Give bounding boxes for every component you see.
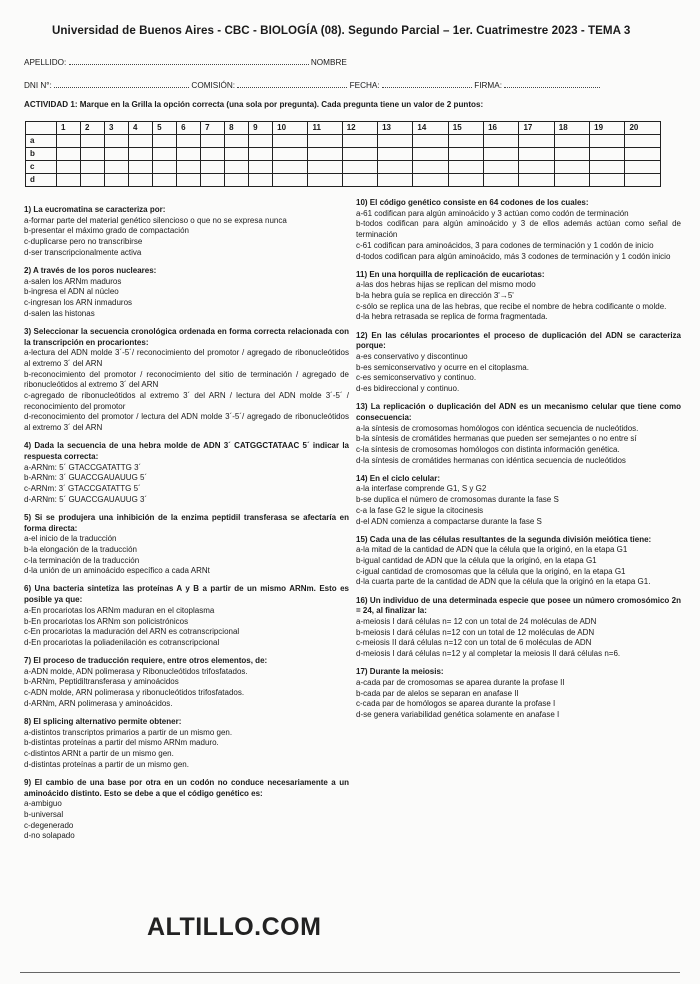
answer-option: a-formar parte del material genético silencioso o que no se expresa nunca	[24, 215, 287, 225]
grid-answer-cell[interactable]	[273, 135, 308, 148]
answer-option: b-la elongación de la traducción	[24, 544, 137, 554]
grid-answer-cell[interactable]	[590, 161, 625, 174]
question-block	[24, 778, 349, 842]
answer-option: c-ARNm: 3´ GTACCGATATTG 5´	[24, 484, 141, 494]
question-block	[356, 474, 681, 528]
activity-instruction: ACTIVIDAD 1: Marque en la Grilla la opción correcta (una sola por pregunta). Cada pregunta tiene un valor de 2 puntos:	[24, 100, 484, 109]
answer-option: d-reconocimiento del promotor / lectura del ADN molde 3´-5´/ agregado de ribonucleótidos al extremo 3´ del ARN	[24, 412, 349, 433]
grid-row-label: d	[26, 174, 57, 187]
grid-answer-cell[interactable]	[413, 135, 448, 148]
question-block	[24, 656, 349, 710]
answer-option: c-meiosis II dará células n=12 con un total de 6 moléculas de ADN	[356, 638, 592, 648]
answer-option: d-la cuarta parte de la cantidad de ADN que la célula que la originó en la etapa G1.	[356, 577, 651, 587]
question-title: 9) El cambio de una base por otra en un codón no conduce necesariamente a un aminoácido distinto. Esto se debe a que el código genético es:	[24, 777, 349, 798]
grid-answer-cell[interactable]	[225, 148, 249, 161]
grid-answer-cell[interactable]	[590, 174, 625, 187]
question-block	[356, 270, 681, 324]
question-block	[356, 535, 681, 589]
answer-option: d-distintas proteínas a partir de un mismo gen.	[24, 759, 189, 769]
question-block	[24, 205, 349, 259]
answer-option: b-la síntesis de cromátides hermanas que pueden ser semejantes o no entre sí	[356, 434, 637, 444]
question-block	[24, 441, 349, 505]
grid-answer-cell[interactable]	[57, 135, 81, 148]
answer-option: b-se duplica el número de cromosomas durante la fase S	[356, 495, 559, 505]
grid-answer-cell[interactable]	[554, 135, 589, 148]
answer-option: c-ingresan los ARN inmaduros	[24, 298, 133, 308]
grid-answer-cell[interactable]	[519, 148, 554, 161]
grid-answer-cell[interactable]	[153, 161, 177, 174]
grid-answer-cell[interactable]	[57, 148, 81, 161]
grid-answer-cell[interactable]	[81, 161, 105, 174]
answer-option: d-la unión de un aminoácido específico a cada ARNt	[24, 566, 210, 576]
answer-option: d-ARNm: 5´ GUACCGAUAUUG 3´	[24, 494, 148, 504]
answer-option: a-distintos transcriptos primarios a partir de un mismo gen.	[24, 727, 233, 737]
question-title: 14) En el ciclo celular:	[356, 473, 441, 483]
dni-line	[24, 79, 600, 90]
dni-label: DNI N°:	[24, 81, 52, 90]
grid-column-header: 7	[201, 122, 225, 135]
grid-row	[26, 135, 661, 148]
comision-label: COMISIÓN:	[191, 81, 236, 90]
grid-answer-cell[interactable]	[273, 174, 308, 187]
answer-option: a-lectura del ADN molde 3´-5´/ reconocimiento del promotor / agregado de ribonucleótidos al extremo 3´ del ARN	[24, 348, 349, 368]
answer-option: b-cada par de alelos se separan en anafase II	[356, 688, 519, 698]
answer-option: a-En procariotas los ARNm maduran en el citoplasma	[24, 605, 215, 615]
question-title: 15) Cada una de las células resultantes de la segunda división meiótica tiene:	[356, 534, 652, 544]
answer-option: b-reconocimiento del promotor / reconocimiento del sitio de terminación / agregado de ribonucleótidos al extremo 3´ del ARN	[24, 369, 349, 390]
grid-answer-cell[interactable]	[625, 174, 661, 187]
grid-column-header: 4	[129, 122, 153, 135]
answer-option: a-ambiguo	[24, 799, 62, 809]
grid-answer-cell[interactable]	[308, 148, 342, 161]
left-question-column	[24, 205, 349, 849]
answer-option: a-la síntesis de cromosomas homólogos con idéntica secuencia de nucleótidos.	[356, 423, 639, 433]
grid-row	[26, 161, 661, 174]
answer-option: d-no solapado	[24, 831, 75, 841]
firma-field[interactable]	[504, 79, 600, 88]
grid-row-label: a	[26, 135, 57, 148]
question-block	[24, 584, 349, 648]
grid-answer-cell[interactable]	[129, 161, 153, 174]
grid-answer-cell[interactable]	[249, 174, 273, 187]
grid-answer-cell[interactable]	[177, 148, 201, 161]
grid-answer-cell[interactable]	[177, 174, 201, 187]
grid-answer-cell[interactable]	[129, 135, 153, 148]
grid-answer-cell[interactable]	[625, 148, 661, 161]
grid-answer-cell[interactable]	[554, 174, 589, 187]
answer-option: d-todos codifican para algún aminoácido, más 3 codones de terminación y 1 codón inicio	[356, 251, 671, 261]
grid-column-header: 12	[342, 122, 377, 135]
grid-answer-cell[interactable]	[177, 135, 201, 148]
grid-answer-cell[interactable]	[105, 135, 129, 148]
grid-corner-cell	[26, 122, 57, 135]
grid-answer-cell[interactable]	[273, 148, 308, 161]
answer-option: c-duplicarse pero no transcribirse	[24, 237, 143, 247]
grid-answer-cell[interactable]	[554, 148, 589, 161]
grid-answer-cell[interactable]	[81, 135, 105, 148]
grid-answer-cell[interactable]	[519, 174, 554, 187]
grid-column-header: 10	[273, 122, 308, 135]
question-title: 4) Dada la secuencia de una hebra molde de ADN 3´ CATGGCTATAAC 5´ indicar la respuesta correcta:	[24, 441, 349, 461]
answer-option: a-cada par de cromosomas se aparea durante la profase II	[356, 677, 565, 687]
question-block	[356, 198, 681, 262]
grid-answer-cell[interactable]	[413, 161, 448, 174]
answer-option: a-las dos hebras hijas se replican del mismo modo	[356, 280, 536, 290]
answer-option: b-En procariotas los ARNm son policistrónicos	[24, 616, 189, 626]
grid-answer-cell[interactable]	[484, 148, 519, 161]
grid-answer-cell[interactable]	[201, 174, 225, 187]
grid-header-row	[26, 122, 661, 135]
question-block	[24, 513, 349, 577]
grid-answer-cell[interactable]	[201, 135, 225, 148]
answer-option: d-se genera variabilidad genética solamente en anafase I	[356, 709, 560, 719]
grid-answer-cell[interactable]	[554, 161, 589, 174]
answer-option: c-igual cantidad de cromosomas que la célula que la originó, en la etapa G1	[356, 566, 626, 576]
answer-option: c-ADN molde, ARN polimerasa y ribonucleótidos trifosfatados.	[24, 688, 245, 698]
grid-column-header: 17	[519, 122, 554, 135]
answer-option: c-distintos ARNt a partir de un mismo gen.	[24, 749, 174, 759]
grid-answer-cell[interactable]	[519, 161, 554, 174]
answer-option: a-salen los ARNm maduros	[24, 276, 122, 286]
question-title: 8) El splicing alternativo permite obtener:	[24, 716, 182, 726]
question-title: 12) En las células procariontes el proceso de duplicación del ADN se caracteriza porque:	[356, 330, 681, 351]
grid-answer-cell[interactable]	[105, 174, 129, 187]
grid-answer-cell[interactable]	[378, 135, 413, 148]
grid-column-header: 11	[308, 122, 342, 135]
grid-row	[26, 148, 661, 161]
grid-answer-cell[interactable]	[129, 174, 153, 187]
answer-option: b-meiosis I dará células n=12 con un total de 12 moléculas de ADN	[356, 627, 595, 637]
grid-answer-cell[interactable]	[448, 135, 483, 148]
grid-column-header: 9	[249, 122, 273, 135]
grid-answer-cell[interactable]	[225, 161, 249, 174]
grid-answer-cell[interactable]	[153, 135, 177, 148]
grid-answer-cell[interactable]	[484, 174, 519, 187]
answer-option: c-En procariotas la maduración del ARN es cotranscripcional	[24, 627, 240, 637]
grid-answer-cell[interactable]	[342, 148, 377, 161]
grid-answer-cell[interactable]	[448, 161, 483, 174]
question-block	[356, 331, 681, 395]
answer-option: c-la terminación de la traducción	[24, 555, 140, 565]
answer-option: b-distintas proteínas a partir del mismo ARNm maduro.	[24, 738, 219, 748]
grid-column-header: 8	[225, 122, 249, 135]
grid-answer-cell[interactable]	[249, 161, 273, 174]
question-title: 6) Una bacteria sintetiza las proteínas A y B a partir de un mismo ARNm. Esto es posible ya que:	[24, 584, 349, 605]
answer-option: a-ARNm: 5´ GTACCGATATTG 3´	[24, 462, 142, 472]
grid-answer-cell[interactable]	[590, 135, 625, 148]
right-question-column	[356, 198, 681, 728]
question-title: 11) En una horquilla de replicación de eucariotas:	[356, 269, 545, 279]
answer-option: d-salen las histonas	[24, 308, 95, 318]
answer-option: d-es bidireccional y continuo.	[356, 384, 460, 394]
grid-answer-cell[interactable]	[308, 161, 342, 174]
grid-column-header: 6	[177, 122, 201, 135]
fecha-label: FECHA:	[349, 81, 380, 90]
grid-column-header: 1	[57, 122, 81, 135]
answer-option: b-presentar el máximo grado de compactación	[24, 226, 189, 236]
apellido-label: APELLIDO:	[24, 58, 67, 67]
answer-option: d-ser transcripcionalmente activa	[24, 247, 142, 257]
question-block	[24, 717, 349, 771]
answer-option: c-es semiconservativo y continuo.	[356, 373, 477, 383]
grid-answer-cell[interactable]	[519, 135, 554, 148]
answer-option: a-el inicio de la traducción	[24, 534, 117, 544]
question-block	[24, 327, 349, 434]
nombre-label: NOMBRE	[310, 58, 347, 67]
answer-option: b-igual cantidad de ADN que la célula que la originó, en la etapa G1	[356, 556, 597, 566]
question-title: 10) El código genético consiste en 64 codones de los cuales:	[356, 198, 589, 207]
grid-column-header: 2	[81, 122, 105, 135]
grid-column-header: 5	[153, 122, 177, 135]
firma-label: FIRMA:	[474, 81, 502, 90]
question-block	[356, 402, 681, 466]
answer-option: d-el ADN comienza a compactarse durante la fase S	[356, 516, 542, 526]
question-title: 5) Si se produjera una inhibición de la enzima peptidil transferasa se afectaría en forma directa:	[24, 512, 349, 533]
grid-answer-cell[interactable]	[448, 174, 483, 187]
grid-answer-cell[interactable]	[225, 135, 249, 148]
answer-option: a-la interfase comprende G1, S y G2	[356, 484, 487, 494]
grid-row-label: c	[26, 161, 57, 174]
answer-option: a-la mitad de la cantidad de ADN que la célula que la originó, en la etapa G1	[356, 545, 628, 555]
grid-answer-cell[interactable]	[378, 148, 413, 161]
grid-column-header: 19	[590, 122, 625, 135]
question-title: 7) El proceso de traducción requiere, entre otros elementos, de:	[24, 656, 268, 666]
grid-answer-cell[interactable]	[201, 148, 225, 161]
apellido-field[interactable]	[69, 56, 309, 65]
apellido-nombre-line	[24, 56, 347, 67]
grid-answer-cell[interactable]	[153, 148, 177, 161]
grid-answer-cell[interactable]	[81, 148, 105, 161]
answer-option: c-a la fase G2 le sigue la citocinesis	[356, 505, 484, 515]
question-block	[356, 667, 681, 721]
grid-answer-cell[interactable]	[105, 161, 129, 174]
answer-option: c-la síntesis de cromosomas homólogos con distinta información genética.	[356, 444, 620, 454]
answer-option: d-la hebra retrasada se replica de forma fragmentada.	[356, 312, 548, 322]
answer-grid	[25, 121, 661, 187]
grid-answer-cell[interactable]	[273, 161, 308, 174]
grid-answer-cell[interactable]	[342, 135, 377, 148]
grid-answer-cell[interactable]	[57, 161, 81, 174]
grid-column-header: 16	[484, 122, 519, 135]
answer-option: c-sólo se replica una de las hebras, que recibe el nombre de hebra codificante o molde.	[356, 301, 667, 311]
answer-option: c-cada par de homólogos se aparea durante la profase I	[356, 699, 556, 709]
grid-answer-cell[interactable]	[129, 148, 153, 161]
answer-option: a-es conservativo y discontinuo	[356, 351, 468, 361]
answer-option: a-ADN molde, ADN polimerasa y Ribonucleótidos trifosfatados.	[24, 666, 248, 676]
grid-answer-cell[interactable]	[484, 135, 519, 148]
question-title: 2) A través de los poros nucleares:	[24, 265, 157, 275]
answer-option: c-degenerado	[24, 820, 74, 830]
answer-option: c-agregado de ribonucleótidos al extremo 3´ del ARN / lectura del ADN molde 3´-5´ / reconocimiento del promotor	[24, 391, 349, 411]
grid-answer-cell[interactable]	[308, 174, 342, 187]
question-title: 17) Durante la meiosis:	[356, 667, 444, 677]
grid-answer-cell[interactable]	[342, 161, 377, 174]
grid-answer-cell[interactable]	[413, 148, 448, 161]
bottom-rule	[20, 972, 680, 973]
grid-answer-cell[interactable]	[413, 174, 448, 187]
answer-option: b-ingresa el ADN al núcleo	[24, 287, 119, 297]
dni-field[interactable]	[54, 79, 189, 88]
answer-option: b-ARNm, Peptidiltransferasa y aminoácidos	[24, 677, 179, 687]
grid-answer-cell[interactable]	[378, 161, 413, 174]
fecha-field[interactable]	[382, 79, 472, 88]
grid-answer-cell[interactable]	[81, 174, 105, 187]
answer-option: d-la síntesis de cromátides hermanas con idéntica secuencia de nucleótidos	[356, 455, 626, 465]
grid-answer-cell[interactable]	[625, 161, 661, 174]
grid-column-header: 13	[378, 122, 413, 135]
grid-answer-cell[interactable]	[201, 161, 225, 174]
grid-answer-cell[interactable]	[249, 148, 273, 161]
grid-column-header: 15	[448, 122, 483, 135]
grid-answer-cell[interactable]	[625, 135, 661, 148]
question-title: 3) Seleccionar la secuencia cronológica ordenada en forma correcta relacionada con la transcripción en procariontes:	[24, 326, 349, 347]
answer-option: c-61 codifican para aminoácidos, 3 para codones de terminación y 1 codón de inicio	[356, 240, 654, 250]
answer-option: a-meiosis I dará células n= 12 con un total de 24 moléculas de ADN	[356, 616, 597, 626]
answer-option: d-ARNm, ARN polimerasa y aminoácidos.	[24, 698, 173, 708]
grid-column-header: 20	[625, 122, 661, 135]
grid-answer-cell[interactable]	[153, 174, 177, 187]
answer-option: d-meiosis I dará células n=12 y al completar la meiosis II dará células n=6.	[356, 649, 621, 659]
answer-option: b-universal	[24, 809, 64, 819]
answer-option: b-ARNm: 3´ GUACCGAUAUUG 5´	[24, 473, 148, 483]
grid-answer-cell[interactable]	[177, 161, 201, 174]
grid-answer-cell[interactable]	[57, 174, 81, 187]
answer-option: a-61 codifican para algún aminoácido y 3 actúan como codón de terminación	[356, 208, 629, 218]
grid-answer-cell[interactable]	[448, 148, 483, 161]
answer-option: b-es semiconservativo y ocurre en el citoplasma.	[356, 362, 529, 372]
exam-title: Universidad de Buenos Aires - CBC - BIOLOGÍA (08). Segundo Parcial – 1er. Cuatrimestre 2023 - TEMA 3	[52, 24, 631, 37]
grid-answer-cell[interactable]	[484, 161, 519, 174]
grid-answer-cell[interactable]	[225, 174, 249, 187]
grid-row-label: b	[26, 148, 57, 161]
grid-answer-cell[interactable]	[590, 148, 625, 161]
question-title: 13) La replicación o duplicación del ADN es un mecanismo celular que tiene como consecuencia:	[356, 402, 681, 422]
grid-column-header: 18	[554, 122, 589, 135]
question-title: 16) Un individuo de una determinada especie que posee un número cromosómico 2n = 24, al finalizar la:	[356, 595, 681, 616]
answer-option: b-la hebra guía se replica en dirección 3'→5'	[356, 291, 514, 301]
question-block	[356, 596, 681, 660]
grid-column-header: 3	[105, 122, 129, 135]
grid-answer-cell[interactable]	[378, 174, 413, 187]
question-title: 1) La eucromatina se caracteriza por:	[24, 205, 166, 214]
answer-option: b-todos codifican para algún aminoácido y 3 de ellos además actúan como señal de terminación	[356, 219, 681, 240]
answer-option: d-En procariotas la poliadenilación es cotranscripcional	[24, 637, 220, 647]
grid-row	[26, 174, 661, 187]
question-block	[24, 266, 349, 320]
grid-answer-cell[interactable]	[105, 148, 129, 161]
grid-answer-cell[interactable]	[308, 135, 342, 148]
comision-field[interactable]	[237, 79, 347, 88]
grid-answer-cell[interactable]	[342, 174, 377, 187]
watermark: ALTILLO.COM	[147, 913, 322, 941]
grid-column-header: 14	[413, 122, 448, 135]
grid-answer-cell[interactable]	[249, 135, 273, 148]
